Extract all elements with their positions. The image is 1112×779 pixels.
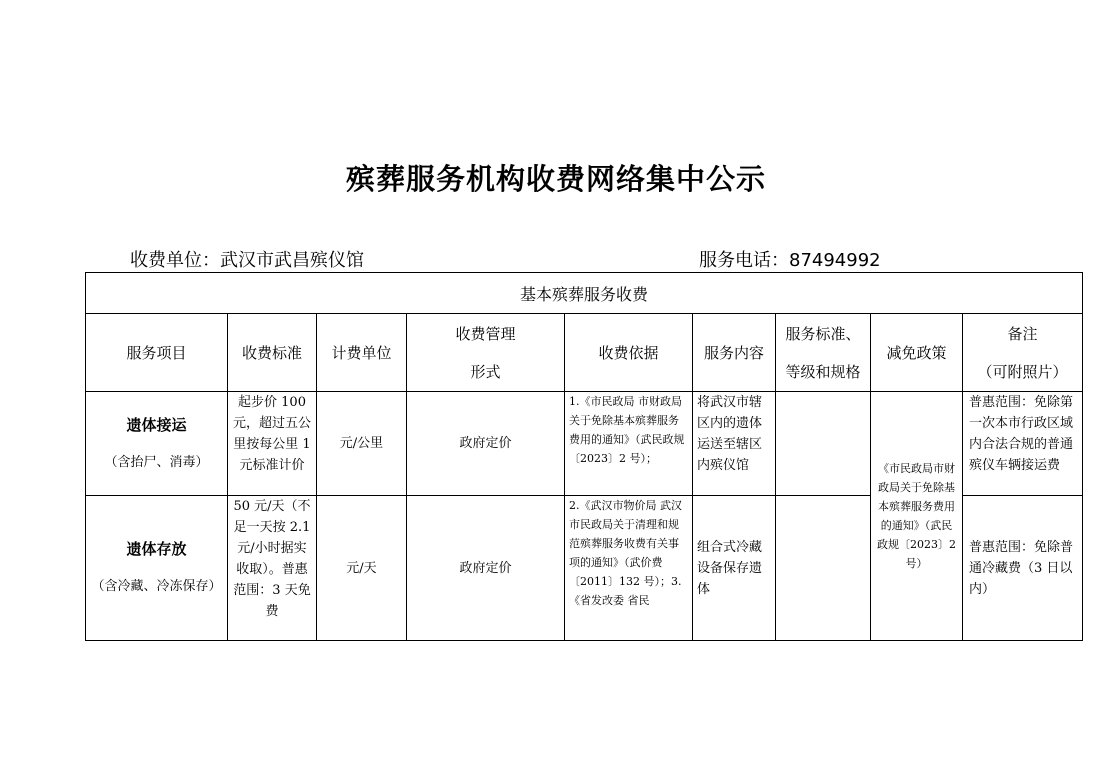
section-title: 基本殡葬服务收费: [86, 273, 1083, 314]
note-cell: 普惠范围：免除普通冷藏费（3 日以内）: [963, 496, 1083, 641]
fee-unit-label: 收费单位：武汉市武昌殡仪馆: [130, 250, 364, 271]
reduction-policy-cell: 《市民政局市财政局关于免除基本殡葬服务费用的通知》（武民政规〔2023〕2 号）: [871, 392, 963, 641]
column-header: 备注 （可附照片）: [963, 314, 1083, 392]
service-item-detail: （含抬尸、消毒）: [104, 454, 209, 470]
service-grade-cell: [776, 496, 871, 641]
column-header: 服务项目: [86, 314, 228, 392]
column-header: 减免政策: [871, 314, 963, 392]
service-item-cell: [86, 496, 228, 641]
management-form-cell: 政府定价: [407, 496, 565, 641]
service-item-cell: [86, 392, 228, 496]
column-header: 收费管理 形式: [407, 314, 565, 392]
fee-basis-cell: 2.《武汉市物价局 武汉市民政局关于清理和规范殡葬服务收费有关事项的通知》（武价费〔2011〕132 号）；3.《省发改委 省民: [565, 496, 693, 641]
column-header: 收费依据: [565, 314, 693, 392]
service-grade-cell: [776, 392, 871, 496]
column-header: 服务标准、 等级和规格: [776, 314, 871, 392]
page-title: 殡葬服务机构收费网络集中公示: [345, 162, 766, 196]
service-item-name: 遗体存放: [126, 540, 187, 558]
fee-standard-cell: 50 元/天（不足一天按 2.1 元/小时据实收取）。普惠范围：3 天免费: [228, 496, 317, 641]
billing-unit-cell: 元/天: [317, 496, 407, 641]
fee-standard-cell: 起步价 100元，超过五公里按每公里 1 元标准计价: [228, 392, 317, 496]
table-header-row: [86, 314, 1083, 392]
table-row: [86, 392, 1083, 496]
fee-basis-cell: 1.《市民政局 市财政局关于免除基本殡葬服务费用的通知》（武民政规〔2023〕2 号）；: [565, 392, 693, 496]
billing-unit-cell: 元/公里: [317, 392, 407, 496]
note-cell: 普惠范围：免除第一次本市行政区域内合法合规的普通殡仪车辆接运费: [963, 392, 1083, 496]
service-content-cell: 将武汉市辖区内的遗体运送至辖区内殡仪馆: [693, 392, 776, 496]
service-content-cell: 组合式冷藏设备保存遗体: [693, 496, 776, 641]
column-header: 收费标准: [228, 314, 317, 392]
service-item-detail: （含冷藏、冷冻保存）: [91, 579, 222, 594]
service-item-name: 遗体接运: [126, 415, 187, 434]
management-form-cell: 政府定价: [407, 392, 565, 496]
column-header: 服务内容: [693, 314, 776, 392]
fee-table: [85, 272, 1083, 641]
column-header: 计费单位: [317, 314, 407, 392]
service-phone-label: 服务电话：87494992: [699, 250, 881, 271]
